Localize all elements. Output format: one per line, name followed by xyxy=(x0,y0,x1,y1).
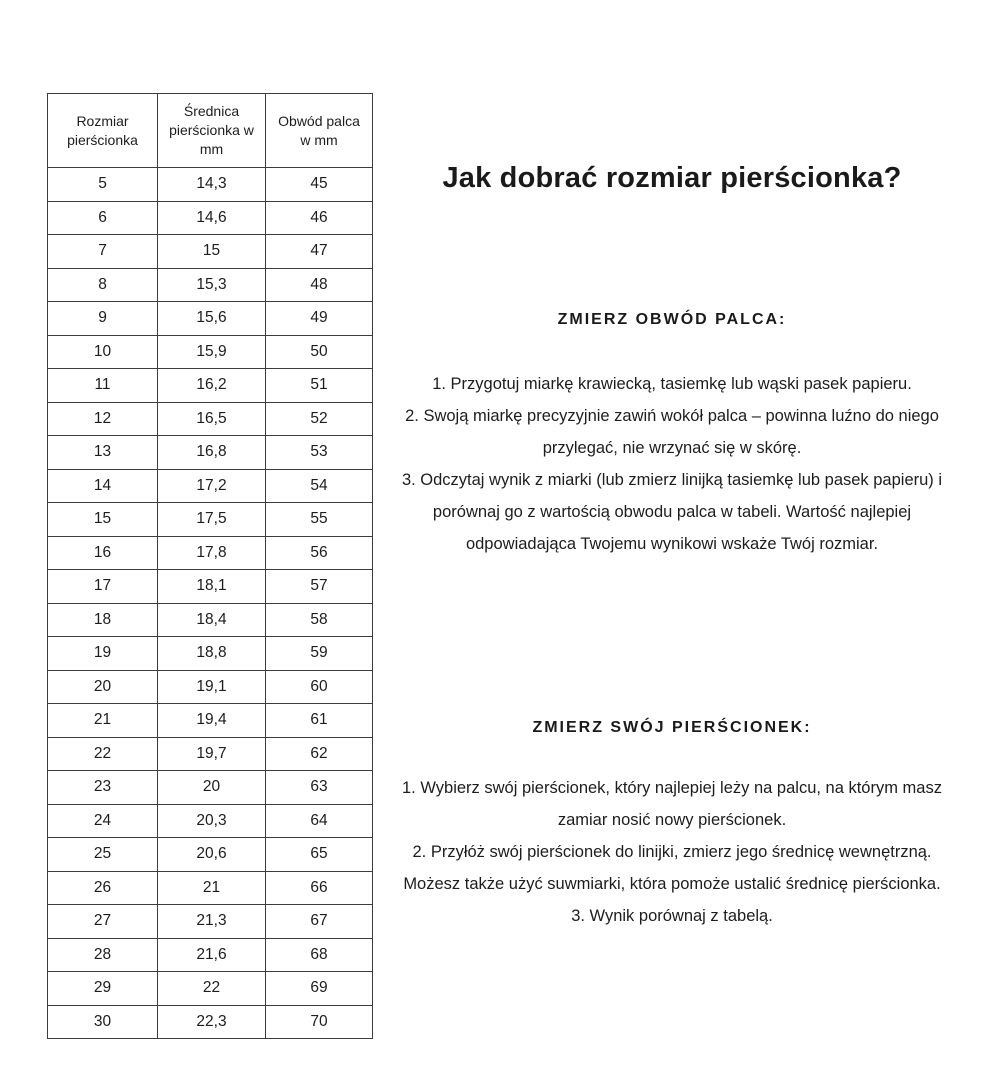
table-cell: 11 xyxy=(48,369,158,403)
table-row xyxy=(48,704,373,738)
table-cell: 56 xyxy=(266,536,373,570)
table-cell: 19 xyxy=(48,637,158,671)
table-body xyxy=(48,168,373,1039)
table-cell: 64 xyxy=(266,804,373,838)
table-row xyxy=(48,469,373,503)
table-cell: 46 xyxy=(266,201,373,235)
table-cell: 16,2 xyxy=(158,369,266,403)
table-cell: 20 xyxy=(158,771,266,805)
table-cell: 22,3 xyxy=(158,1005,266,1039)
table-row xyxy=(48,938,373,972)
table-cell: 45 xyxy=(266,168,373,202)
table-row xyxy=(48,570,373,604)
table-cell: 25 xyxy=(48,838,158,872)
table-row xyxy=(48,603,373,637)
table-row xyxy=(48,369,373,403)
table-cell: 50 xyxy=(266,335,373,369)
table-cell: 20,3 xyxy=(158,804,266,838)
table-cell: 21 xyxy=(158,871,266,905)
table-cell: 17,5 xyxy=(158,503,266,537)
table-cell: 30 xyxy=(48,1005,158,1039)
instruction-item: 2. Swoją miarkę precyzyjnie zawiń wokół palca – powinna luźno do niego przylegać, nie wrzynać się w skórę. xyxy=(405,407,939,457)
column-header: Rozmiar pierścionka xyxy=(48,94,158,168)
table-cell: 63 xyxy=(266,771,373,805)
table-cell: 17,8 xyxy=(158,536,266,570)
table-row xyxy=(48,637,373,671)
table-cell: 12 xyxy=(48,402,158,436)
table-header xyxy=(48,94,373,168)
table-cell: 57 xyxy=(266,570,373,604)
table-cell: 24 xyxy=(48,804,158,838)
column-header: Obwód palca w mm xyxy=(266,94,373,168)
table-cell: 49 xyxy=(266,302,373,336)
table-cell: 47 xyxy=(266,235,373,269)
table-cell: 21 xyxy=(48,704,158,738)
table-cell: 19,7 xyxy=(158,737,266,771)
table-cell: 60 xyxy=(266,670,373,704)
table-cell: 48 xyxy=(266,268,373,302)
section-2-instructions xyxy=(398,772,946,932)
table-row xyxy=(48,201,373,235)
table-cell: 29 xyxy=(48,972,158,1006)
table-cell: 26 xyxy=(48,871,158,905)
table-row xyxy=(48,536,373,570)
ring-size-table xyxy=(47,93,373,1039)
table-cell: 21,3 xyxy=(158,905,266,939)
table-cell: 51 xyxy=(266,369,373,403)
table-row xyxy=(48,737,373,771)
instruction-item: 3. Odczytaj wynik z miarki (lub zmierz linijką tasiemkę lub pasek papieru) i porównaj go z wartością obwodu palca w tabeli. Wartość najlepiej odpowiadająca Twojemu wynikowi wskaże Twój rozmiar. xyxy=(401,471,943,553)
table-cell: 14,3 xyxy=(158,168,266,202)
table-row xyxy=(48,302,373,336)
table-cell: 22 xyxy=(48,737,158,771)
table-cell: 19,4 xyxy=(158,704,266,738)
table-cell: 52 xyxy=(266,402,373,436)
instruction-item: 1. Wybierz swój pierścionek, który najlepiej leży na palcu, na którym masz zamiar nosić nowy pierścionek. xyxy=(402,779,942,829)
table-cell: 16,8 xyxy=(158,436,266,470)
table-cell: 13 xyxy=(48,436,158,470)
table-cell: 18,8 xyxy=(158,637,266,671)
table-cell: 55 xyxy=(266,503,373,537)
table-cell: 16,5 xyxy=(158,402,266,436)
table-row xyxy=(48,268,373,302)
table-cell: 61 xyxy=(266,704,373,738)
table-cell: 67 xyxy=(266,905,373,939)
table-row xyxy=(48,503,373,537)
table-cell: 9 xyxy=(48,302,158,336)
table-cell: 15 xyxy=(48,503,158,537)
table-cell: 14,6 xyxy=(158,201,266,235)
table-row xyxy=(48,905,373,939)
table-cell: 15,6 xyxy=(158,302,266,336)
table-cell: 14 xyxy=(48,469,158,503)
table-row xyxy=(48,402,373,436)
table-row xyxy=(48,804,373,838)
table-cell: 7 xyxy=(48,235,158,269)
section-1-heading-block xyxy=(398,311,946,329)
table-row xyxy=(48,1005,373,1039)
table-cell: 59 xyxy=(266,637,373,671)
table-cell: 21,6 xyxy=(158,938,266,972)
table-cell: 27 xyxy=(48,905,158,939)
table-cell: 23 xyxy=(48,771,158,805)
table-row xyxy=(48,670,373,704)
table-row xyxy=(48,871,373,905)
table-cell: 5 xyxy=(48,168,158,202)
table-cell: 53 xyxy=(266,436,373,470)
table-cell: 65 xyxy=(266,838,373,872)
title-block xyxy=(398,162,946,195)
table-row xyxy=(48,436,373,470)
section-1-instructions xyxy=(398,368,946,560)
table-cell: 62 xyxy=(266,737,373,771)
section-1-heading: ZMIERZ OBWÓD PALCA: xyxy=(557,311,787,328)
table-cell: 6 xyxy=(48,201,158,235)
page-title: Jak dobrać rozmiar pierścionka? xyxy=(442,162,902,194)
table-cell: 28 xyxy=(48,938,158,972)
instruction-item: 3. Wynik porównaj z tabelą. xyxy=(571,907,773,925)
table-cell: 68 xyxy=(266,938,373,972)
table-cell: 15,3 xyxy=(158,268,266,302)
table-row xyxy=(48,335,373,369)
table-cell: 18,1 xyxy=(158,570,266,604)
table-row xyxy=(48,972,373,1006)
table-header-row xyxy=(48,94,373,168)
table-cell: 16 xyxy=(48,536,158,570)
table-cell: 17 xyxy=(48,570,158,604)
table-cell: 10 xyxy=(48,335,158,369)
table-cell: 70 xyxy=(266,1005,373,1039)
table-cell: 54 xyxy=(266,469,373,503)
table-cell: 69 xyxy=(266,972,373,1006)
table-row xyxy=(48,771,373,805)
table-cell: 17,2 xyxy=(158,469,266,503)
table-cell: 22 xyxy=(158,972,266,1006)
column-header: Średnica pierścionka w mm xyxy=(158,94,266,168)
table-row xyxy=(48,235,373,269)
instruction-item: 2. Przyłóż swój pierścionek do linijki, zmierz jego średnicę wewnętrzną. Możesz także użyć suwmiarki, która pomoże ustalić średnicę pierścionka. xyxy=(403,843,941,893)
table-cell: 20 xyxy=(48,670,158,704)
section-2-heading-block xyxy=(398,719,946,737)
table-row xyxy=(48,838,373,872)
table-cell: 18 xyxy=(48,603,158,637)
table-cell: 18,4 xyxy=(158,603,266,637)
table-cell: 20,6 xyxy=(158,838,266,872)
table-cell: 8 xyxy=(48,268,158,302)
table-cell: 66 xyxy=(266,871,373,905)
table-row xyxy=(48,168,373,202)
table-cell: 15 xyxy=(158,235,266,269)
table-cell: 58 xyxy=(266,603,373,637)
table-cell: 15,9 xyxy=(158,335,266,369)
instruction-item: 1. Przygotuj miarkę krawiecką, tasiemkę lub wąski pasek papieru. xyxy=(432,375,912,393)
table-cell: 19,1 xyxy=(158,670,266,704)
section-2-heading: ZMIERZ SWÓJ PIERŚCIONEK: xyxy=(532,719,812,736)
